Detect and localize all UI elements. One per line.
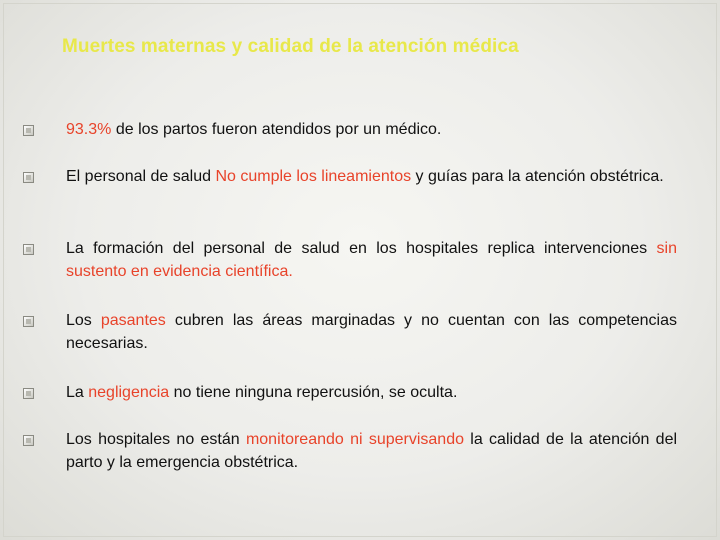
text-segment: de los partos fueron atendidos por un médico. — [111, 121, 442, 138]
bullet-text — [66, 381, 677, 404]
bullet-text — [66, 237, 677, 283]
text-segment: no tiene ninguna repercusión, se oculta. — [169, 384, 458, 401]
highlighted-phrase: 93.3% — [66, 121, 112, 138]
square-bullet-icon — [23, 125, 34, 136]
text-segment: Los — [66, 312, 101, 329]
text-segment: y guías para la atención obstétrica. — [411, 168, 664, 185]
square-bullet-icon — [23, 435, 34, 446]
bullet-text — [66, 309, 677, 355]
highlighted-phrase: pasantes — [100, 312, 166, 329]
bullet-text — [66, 428, 677, 474]
highlighted-phrase: negligencia — [88, 384, 170, 401]
bullet-text — [66, 165, 677, 188]
square-bullet-icon — [23, 172, 34, 183]
highlighted-phrase: sin sustento en evidencia científica. — [66, 240, 677, 280]
text-segment: La — [66, 384, 89, 401]
text-segment: La formación del personal de salud en los hospitales replica intervenciones — [66, 240, 657, 257]
highlighted-phrase: No cumple los lineamientos — [215, 168, 412, 185]
text-segment: Los hospitales no están — [66, 431, 246, 448]
square-bullet-icon — [23, 388, 34, 399]
text-segment: El personal de salud — [66, 168, 216, 185]
slide-title: Muertes maternas y calidad de la atención médica — [62, 36, 519, 57]
highlighted-phrase: monitoreando ni supervisando — [245, 431, 465, 448]
bullet-text — [66, 118, 677, 141]
square-bullet-icon — [23, 316, 34, 327]
text-segment: cubren las áreas marginadas y no cuentan con las competencias necesarias. — [66, 312, 678, 352]
text-segment: la calidad de la atención del parto y la emergencia obstétrica. — [66, 431, 678, 471]
square-bullet-icon — [23, 244, 34, 255]
